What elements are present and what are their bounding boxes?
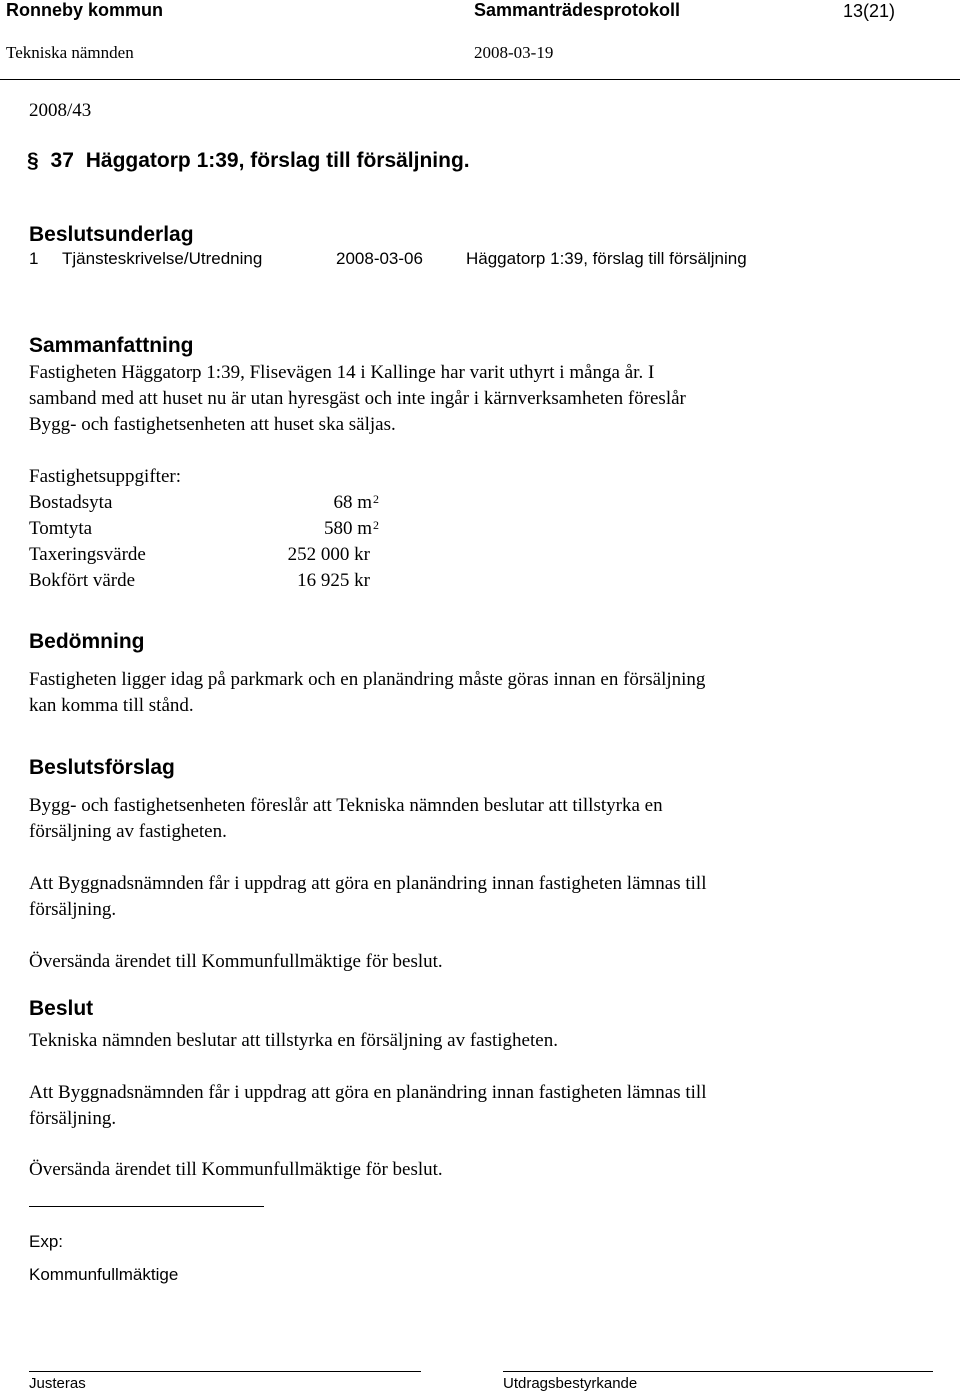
bedomning-line-2: kan komma till stånd. <box>29 695 194 716</box>
beslutsunderlag-heading: Beslutsunderlag <box>29 223 194 246</box>
property-label: Bostadsyta <box>29 492 113 513</box>
property-label: Taxeringsvärde <box>29 544 146 565</box>
bedomning-line-1: Fastigheten ligger idag på parkmark och en planändring måste göras innan en försäljning <box>29 669 706 690</box>
sammanfattning-heading: Sammanfattning <box>29 334 194 357</box>
expedition-recipient: Kommunfullmäktige <box>29 1265 179 1284</box>
beslut-heading: Beslut <box>29 997 94 1020</box>
section-title: Häggatorp 1:39, förslag till försäljning. <box>85 149 470 172</box>
section-marker: § <box>27 149 39 172</box>
header-date: 2008-03-19 <box>474 43 554 62</box>
footer-justeras-line <box>29 1371 421 1372</box>
sammanfattning-line-2: samband med att huset nu är utan hyresgäst och inte ingår i kärnverksamheten föreslår <box>29 388 686 409</box>
footer-utdrag-line <box>503 1371 933 1372</box>
header-divider <box>0 79 960 80</box>
property-value: 252 000 kr <box>287 544 370 565</box>
beslutsforslag-p2-line-2: försäljning. <box>29 899 117 920</box>
header-org: Ronneby kommun <box>6 0 164 20</box>
beslutsunderlag-item-index: 1 <box>29 249 39 268</box>
section-number: 37 <box>50 149 74 172</box>
case-number: 2008/43 <box>29 100 92 121</box>
beslutsforslag-heading: Beslutsförslag <box>29 756 175 779</box>
beslut-p1: Tekniska nämnden beslutar att tillstyrka en försäljning av fastigheten. <box>29 1030 558 1051</box>
sammanfattning-line-3: Bygg- och fastighetsenheten att huset ska säljas. <box>29 414 396 435</box>
beslutsforslag-p2-line-1: Att Byggnadsnämnden får i uppdrag att göra en planändring innan fastigheten lämnas till <box>29 873 707 894</box>
beslutsforslag-p1-line-1: Bygg- och fastighetsenheten föreslår att Tekniska nämnden beslutar att tillstyrka en <box>29 795 663 816</box>
beslut-p2-line-2: försäljning. <box>29 1108 117 1129</box>
bedomning-heading: Bedömning <box>29 630 145 653</box>
expedition-label: Exp: <box>29 1232 64 1251</box>
sammanfattning-line-1: Fastigheten Häggatorp 1:39, Flisevägen 14 i Kallinge har varit uthyrt i många år. I <box>29 362 655 383</box>
footer-justeras: Justeras <box>29 1375 86 1392</box>
beslut-p3: Översända ärendet till Kommunfullmäktige för beslut. <box>29 1159 443 1180</box>
beslutsunderlag-item-title: Häggatorp 1:39, förslag till försäljning <box>466 249 747 268</box>
property-label: Tomtyta <box>29 518 93 539</box>
beslut-p2-line-1: Att Byggnadsnämnden får i uppdrag att göra en planändring innan fastigheten lämnas till <box>29 1082 707 1103</box>
beslutsunderlag-item-date: 2008-03-06 <box>336 249 423 268</box>
beslutsforslag-p1-line-2: försäljning av fastigheten. <box>29 821 227 842</box>
header-doc-type: Sammanträdesprotokoll <box>474 0 681 20</box>
footer-utdragsbestyrkande: Utdragsbestyrkande <box>503 1375 638 1392</box>
header-committee: Tekniska nämnden <box>6 43 134 62</box>
section-heading <box>27 149 470 173</box>
expedition-divider <box>29 1206 264 1207</box>
fastighetsuppgifter-heading: Fastighetsuppgifter: <box>29 466 181 487</box>
header-page-number: 13(21) <box>843 1 896 21</box>
property-value: 16 925 kr <box>297 570 370 591</box>
beslutsunderlag-item-type: Tjänsteskrivelse/Utredning <box>62 249 263 268</box>
property-label: Bokfört värde <box>29 570 136 591</box>
property-value: 580 $m^2$ <box>323 518 379 539</box>
beslutsforslag-p3: Översända ärendet till Kommunfullmäktige för beslut. <box>29 951 443 972</box>
property-value: 68 $m^2$ <box>333 492 379 513</box>
